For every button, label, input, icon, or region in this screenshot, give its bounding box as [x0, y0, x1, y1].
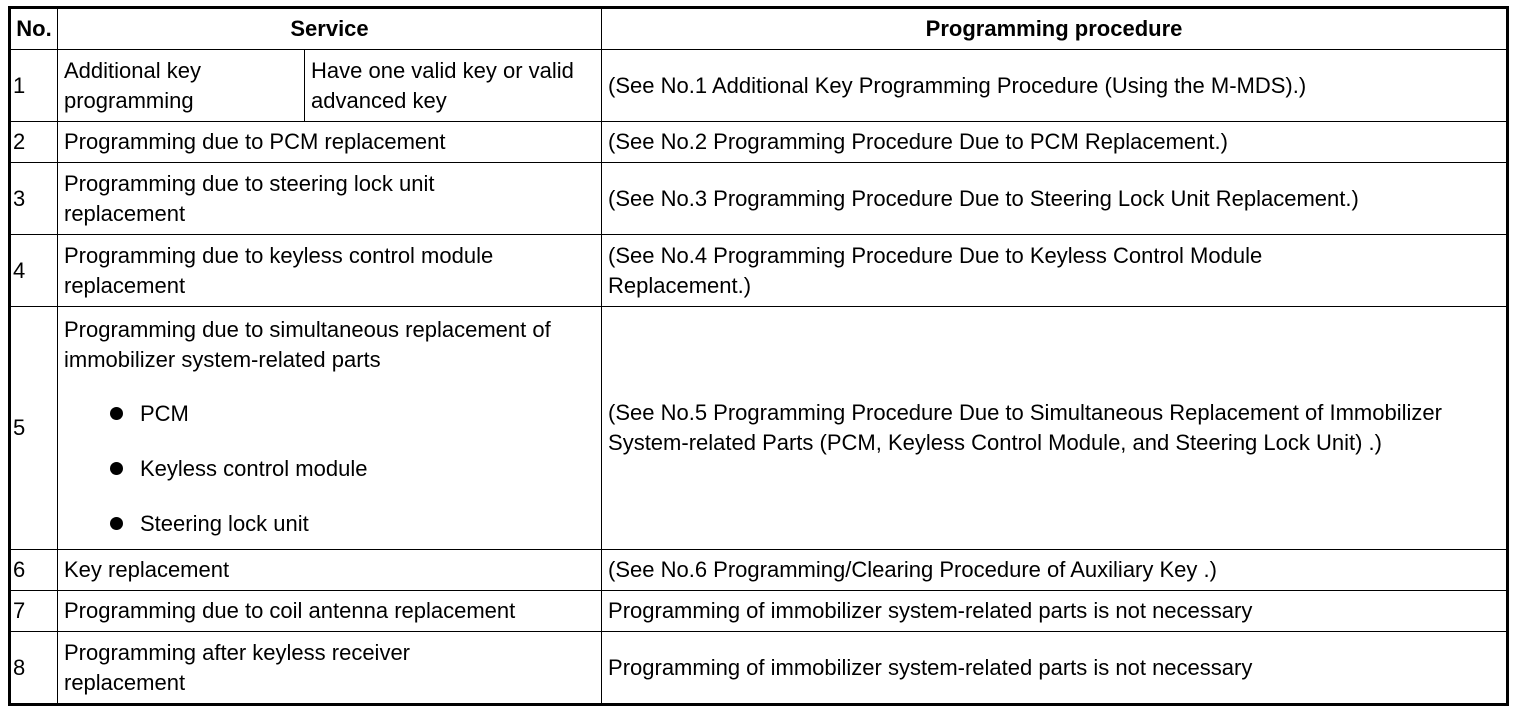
list-item	[64, 399, 595, 429]
row-number: 5	[10, 307, 58, 550]
procedure-cell: Programming of immobilizer system-related parts is not necessary	[602, 591, 1508, 632]
service-text: Programming due to keyless control module replacement	[64, 242, 494, 298]
table-row	[10, 163, 1508, 235]
programming-table	[8, 6, 1509, 706]
header-service: Service	[58, 8, 602, 50]
procedure-cell	[602, 307, 1508, 550]
table-row	[10, 307, 1508, 550]
row-number: 8	[10, 632, 58, 705]
procedure-text: (See No.4 Programming Procedure Due to Keyless Control Module Replacement.)	[608, 242, 1263, 298]
row-number: 3	[10, 163, 58, 235]
service-cell: Key replacement	[58, 550, 602, 591]
row-number: 6	[10, 550, 58, 591]
procedure-cell: Programming of immobilizer system-related parts is not necessary	[602, 632, 1508, 705]
table-row	[10, 550, 1508, 591]
bullet-icon	[110, 462, 123, 475]
table-header-row	[10, 8, 1508, 50]
bullet-icon	[110, 517, 123, 530]
table-row	[10, 235, 1508, 307]
procedure-cell: (See No.6 Programming/Clearing Procedure of Auxiliary Key .)	[602, 550, 1508, 591]
header-procedure: Programming procedure	[602, 8, 1508, 50]
list-item	[64, 509, 595, 539]
service-text: Programming due to steering lock unit replacement	[64, 170, 435, 226]
service-cell: Additional key programming	[58, 50, 305, 122]
table-row	[10, 50, 1508, 122]
service-text: Programming after keyless receiver replacement	[64, 639, 411, 695]
bullet-icon	[110, 407, 123, 420]
service-cell	[58, 307, 602, 550]
list-item	[64, 454, 595, 484]
list-item-label: Steering lock unit	[140, 511, 309, 536]
procedure-cell: (See No.3 Programming Procedure Due to Steering Lock Unit Replacement.)	[602, 163, 1508, 235]
condition-cell: Have one valid key or valid advanced key	[305, 50, 602, 122]
row-number: 7	[10, 591, 58, 632]
list-item-label: Keyless control module	[140, 456, 368, 481]
service-cell: Programming due to PCM replacement	[58, 122, 602, 163]
procedure-cell: (See No.2 Programming Procedure Due to PCM Replacement.)	[602, 122, 1508, 163]
table-row	[10, 632, 1508, 705]
procedure-cell	[602, 235, 1508, 307]
row-number: 1	[10, 50, 58, 122]
service-cell	[58, 632, 602, 705]
service-cell: Programming due to coil antenna replacement	[58, 591, 602, 632]
procedure-text: (See No.5 Programming Procedure Due to Simultaneous Replacement of Immobilizer System-related Parts (PCM, Keyless Control Module, and Steering Lock Unit) .)	[608, 400, 1442, 455]
procedure-cell: (See No.1 Additional Key Programming Procedure (Using the M-MDS).)	[602, 50, 1508, 122]
service-cell	[58, 235, 602, 307]
header-no: No.	[10, 8, 58, 50]
list-item-label: PCM	[140, 401, 189, 426]
parts-list	[64, 399, 595, 539]
table-row	[10, 122, 1508, 163]
row-number: 4	[10, 235, 58, 307]
service-cell	[58, 163, 602, 235]
table-row	[10, 591, 1508, 632]
row-number: 2	[10, 122, 58, 163]
service-text: Programming due to simultaneous replacement of immobilizer system-related parts	[64, 317, 551, 372]
